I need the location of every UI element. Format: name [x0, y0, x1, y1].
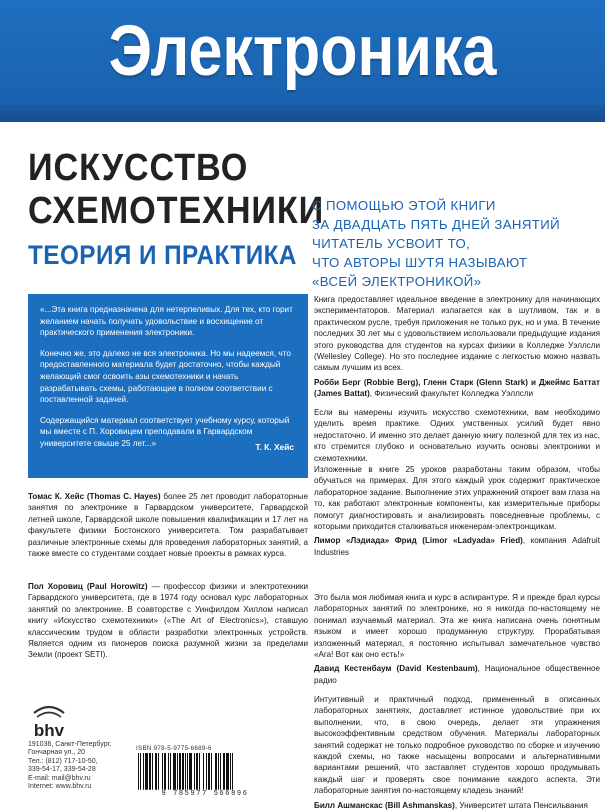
address-line: 191036, Санкт-Петербург,	[28, 741, 112, 748]
barcode-bar	[185, 753, 186, 790]
barcode-bar	[158, 753, 159, 790]
quote-box	[28, 294, 308, 478]
address-line: Internet: www.bhv.ru	[28, 783, 92, 791]
barcode-bar	[218, 753, 219, 790]
tagline-line: ЗА ДВАДЦАТЬ ПЯТЬ ДНЕЙ ЗАНЯТИЙ	[312, 217, 560, 232]
barcode-bar	[182, 753, 184, 790]
barcode-bar	[194, 753, 195, 790]
author-bio	[28, 491, 308, 559]
address-line: 339-54-17, 339-54-28	[28, 766, 96, 774]
barcode-bar	[168, 753, 169, 790]
barcode-bar	[199, 753, 200, 790]
book-title-line1: ИСКУССТВО	[28, 147, 249, 189]
bhv-logo	[28, 703, 70, 741]
author-bio	[28, 581, 308, 661]
barcode-digits: 9 785977 566896	[161, 790, 249, 798]
barcode-bar	[173, 753, 176, 790]
tagline-line: ЧИТАТЕЛЬ УСВОИТ ТО,	[312, 236, 471, 251]
barcode-bar	[226, 753, 229, 790]
review-affiliation: , компания Adafruit Industries	[314, 536, 600, 557]
review-author: Лимор «Лэдиада» Фрид (Limor «Ladyada» Fried)	[314, 536, 523, 546]
barcode-bar	[211, 753, 212, 790]
book-title-line2: СХЕМОТЕХНИКИ	[28, 190, 325, 232]
review-body: Книга предоставляет идеальное введение в электронику для начинающих экспериментаторов. Материал излагается как в шутливом, так и в практическом русле, требуя приложения не только рук, но и ума. В течение последних 30 лет мы с удовольствием использовали предыдущие издания этого руководства для студентов на курсах физики в Колледже Уэллсли (Wellesley College). Но это последнее издание с легкостью можно назвать самым лучшим из всех.	[314, 295, 600, 373]
barcode-bar	[223, 753, 225, 790]
quote-paragraph: Конечно же, это далеко не вся электроника. Но мы надеемся, что предоставленного материала будет достаточно, чтобы каждый желающий смог освоить азы схемотехники и начать разрабатывать схемы, работающие в полном соответствии с поставленной задачей.	[40, 348, 291, 405]
barcode-bar	[189, 753, 192, 790]
barcode-bar	[220, 753, 221, 790]
barcode	[134, 753, 276, 793]
barcode-bar	[145, 753, 148, 790]
barcode-bar	[203, 753, 204, 790]
author-text: более 25 лет проводит лабораторные занятия по электронике в Гарвардском университете, Гарвардской летней школе, Гарвардской школе повышения квалификации и 17 лет на факультете физики Бостонского университета. Том разрабатывает различные электронные схемы для проведения лабораторных занятий, а также вместе со студентами создает новые проекты в рамках курса.	[28, 492, 308, 559]
tagline-line: С ПОМОЩЬЮ ЭТОЙ КНИГИ	[312, 198, 496, 213]
review-affiliation: , Университет штата Пенсильвания	[454, 800, 588, 810]
book-subtitle: ТЕОРИЯ И ПРАКТИКА	[28, 240, 297, 270]
barcode-bar	[155, 753, 157, 790]
review-author: Робби Берг (Robbie Berg), Гленн Старк (Glenn Stark) и Джеймс Баттат (James Battat)	[314, 377, 600, 399]
barcode-bar	[149, 753, 151, 790]
tagline-line: ЧТО АВТОРЫ ШУТЯ НАЗЫВАЮТ	[312, 255, 528, 270]
review-author: Давид Кестенбаум (David Kestenbaum)	[314, 664, 478, 674]
barcode-bar	[215, 753, 217, 790]
author-name: Пол Хоровиц (Paul Horowitz)	[28, 582, 148, 591]
barcode-bar	[140, 753, 141, 790]
isbn-label: ISBN 978-5-9775-6689-6	[136, 745, 212, 752]
review-affiliation: , Национальное общественное радио	[314, 664, 600, 685]
barcode-bar	[162, 753, 163, 790]
barcode-bar	[170, 753, 171, 790]
barcode-bar	[164, 753, 166, 790]
series-title: Электроника	[108, 12, 497, 91]
review	[314, 694, 600, 811]
publisher-address	[28, 741, 111, 791]
barcode-bar	[206, 753, 207, 790]
tagline-line: «ВСЕЙ ЭЛЕКТРОНИКОЙ»	[312, 274, 482, 289]
barcode-bar	[230, 753, 231, 790]
barcode-bar	[152, 753, 153, 790]
quote-paragraph: «...Эта книга предназначена для нетерпеливых. Для тех, кто горит желанием начать получать удовольствие и восхищение от практического применения электроники.	[40, 305, 293, 338]
quote-signature: Т. К. Хейс	[255, 442, 294, 453]
review-body: Если вы намерены изучить искусство схемотехники, вам необходимо уделить время практике. Одних умственных усилий будет явно недостаточно. И именно это делает данную книгу полезной для тех из нас, кто стремится глубоко и основательно изучить основы электроники и схемотехники. Изложенные в книге 25 уроков разработаны таким образом, чтобы обучаться на примерах. Для этого каждый урок содержит практическое лабораторное задание. Выполнение этих упражнений откроет вам глаза на то, как работают электронные компоненты, как измерительные приборы помогут диагностировать и анализировать повседневные проблемы, с которыми приходится сталкиваться инженерам-электронщикам.	[314, 408, 600, 532]
barcode-bar	[138, 753, 139, 790]
address-line: Гончарная ул., 20	[28, 749, 86, 757]
quote-paragraph: Содержащийся материал соответствует учебному курсу, который мы вместе с П. Хоровицем преподавали в Гарвардском университете свыше 25 лет...»	[40, 415, 290, 448]
address-line: E-mail: mail@bhv.ru	[28, 774, 91, 782]
review	[314, 407, 600, 558]
bhv-logo-text: bhv	[33, 721, 65, 740]
barcode-bar	[196, 753, 198, 790]
address-line: Тел.: (812) 717-10-50,	[28, 757, 98, 765]
review-body: Интуитивный и практичный подход, примененный в описанных лабораторных занятиях, доставляет истинное удовольствие при их выполнении, что, в свою очередь, делает эти упражнения высокоэффективным средством обучения. Материалы лабораторных занятий содержат не только подробное руководство по сборке и изучению каждой схемы, но также насыщены вопросами и альтернативными вариантами решений, что заставляет студентов хорошо продумывать каждый шаг и проверять свое понимание каждого аспекта. Эти лабораторные занятия по-настоящему кладезь знаний!	[314, 695, 600, 796]
author-name: Томас К. Хейс (Thomas C. Hayes)	[28, 492, 161, 501]
review	[314, 592, 600, 686]
tagline	[312, 196, 602, 291]
barcode-bar	[179, 753, 181, 790]
series-band-stripe	[0, 105, 605, 122]
barcode-bar	[208, 753, 210, 790]
author-text: — профессор физики и электротехники Гарвардского университета, где в 1974 году основал курс лабораторных занятий по электронике. В соавторстве с Уинфилдом Хиллом написал книгу «Искусство схемотехники» («The Art of Electronics»), ставшую классическим трудом в области разработки электронных устройств. Является одним из пионеров поиска разумной жизни за пределами Земли (проект SETI).	[28, 582, 308, 660]
review-affiliation: , Физический факультет Колледжа Уэллсли	[369, 389, 534, 399]
barcode-bar	[187, 753, 188, 790]
review-body: Это была моя любимая книга и курс в аспирантуре. Я и прежде брал курсы лабораторных занятий по электронике, но я никогда по-настоящему не понимал изучаемый материал. Эта же книга написана очень понятным языком и имеет хорошо продуманную структуру. Прорабатывая изложенный материал, я постоянно испытывал замечательное чувство «Ага! Вот как оно есть!»	[314, 593, 600, 660]
barcode-bar	[143, 753, 144, 790]
barcode-bar	[232, 753, 233, 790]
barcode-bar	[177, 753, 178, 790]
review	[314, 294, 600, 400]
review-author: Билл Ашманскас (Bill Ashmanskas)	[314, 800, 455, 810]
